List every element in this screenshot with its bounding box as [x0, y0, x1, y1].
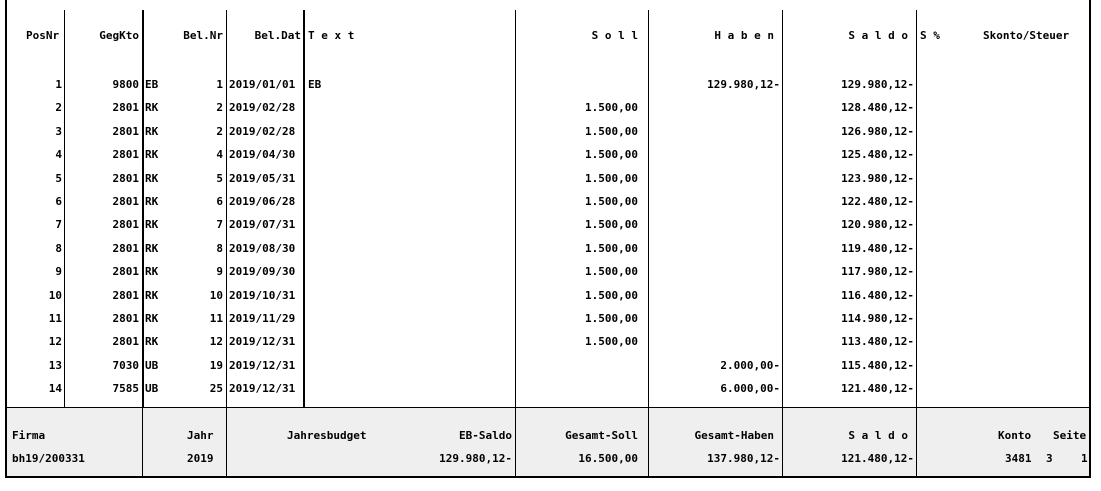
cell-code: EB: [145, 78, 159, 91]
cell-posnr: 2: [55, 101, 62, 115]
cell-posnr: 11: [48, 312, 62, 325]
cell-beldat: 2019/07/31: [229, 218, 296, 232]
cell-saldo: 119.480,12-: [841, 241, 914, 255]
cell-soll: 1.500,00: [585, 218, 638, 232]
cell-beldat: 2019/06/28: [229, 195, 296, 208]
cell-soll: 1.500,00: [585, 148, 638, 162]
cell-beldat: 2019/12/31: [229, 358, 296, 372]
cell-soll: 1.500,00: [585, 241, 638, 255]
cell-belnr: 8: [216, 241, 223, 255]
cell-code: RK: [145, 218, 159, 232]
cell-posnr: 14: [48, 382, 62, 396]
cell-posnr: 13: [48, 358, 62, 372]
footer-seite-value: 1: [1081, 452, 1088, 465]
cell-text: EB: [308, 78, 322, 91]
cell-saldo: 123.980,12-: [841, 171, 914, 185]
footer-firma-label: Firma: [12, 429, 46, 442]
cell-belnr: 9: [216, 265, 223, 279]
cell-saldo: 113.480,12-: [841, 335, 914, 349]
footer-haben-value: 137.980,12-: [707, 452, 780, 465]
cell-code: RK: [145, 265, 159, 279]
cell-gegkto: 2801: [112, 335, 139, 349]
cell-belnr: 5: [216, 171, 223, 185]
footer-jahr-label: Jahr: [187, 429, 214, 442]
cell-saldo: 115.480,12-: [841, 358, 914, 372]
cell-gegkto: 2801: [112, 312, 139, 325]
footer-haben-label: Gesamt-Haben: [694, 429, 774, 442]
cell-posnr: 3: [55, 124, 62, 138]
cell-soll: 1.500,00: [585, 288, 638, 302]
cell-code: RK: [145, 171, 159, 185]
cell-code: RK: [145, 312, 159, 325]
header-skonto: Skonto/Steuer: [983, 29, 1070, 42]
cell-belnr: 19: [209, 358, 223, 372]
footer-jahr-value: 2019: [187, 452, 214, 465]
footer-saldo-label: S a l d o: [848, 429, 908, 442]
cell-soll: 1.500,00: [585, 195, 638, 208]
cell-posnr: 9: [55, 265, 62, 279]
cell-beldat: 2019/05/31: [229, 171, 296, 185]
cell-code: RK: [145, 288, 159, 302]
cell-posnr: 12: [48, 335, 62, 349]
cell-belnr: 4: [216, 148, 223, 162]
cell-beldat: 2019/10/31: [229, 288, 296, 302]
cell-code: RK: [145, 241, 159, 255]
cell-posnr: 5: [55, 171, 62, 185]
cell-gegkto: 9800: [112, 78, 139, 91]
cell-beldat: 2019/12/31: [229, 382, 296, 396]
cell-beldat: 2019/11/29: [229, 312, 296, 325]
cell-haben: 129.980,12-: [707, 78, 780, 91]
cell-saldo: 128.480,12-: [841, 101, 914, 115]
header-saldo: S a l d o: [848, 29, 908, 42]
cell-gegkto: 7585: [112, 382, 139, 396]
cell-belnr: 11: [209, 312, 223, 325]
cell-posnr: 6: [55, 195, 62, 208]
footer-eb-label: EB-Saldo: [459, 429, 512, 442]
footer-sep-6: [916, 408, 917, 476]
cell-saldo: 116.480,12-: [841, 288, 914, 302]
cell-code: RK: [145, 101, 159, 115]
cell-saldo: 129.980,12-: [841, 78, 914, 91]
cell-posnr: 1: [55, 78, 62, 91]
cell-saldo: 122.480,12-: [841, 195, 914, 208]
cell-posnr: 10: [48, 288, 62, 302]
cell-beldat: 2019/09/30: [229, 265, 296, 279]
header-haben: H a b e n: [714, 29, 774, 42]
cell-belnr: 12: [209, 335, 223, 349]
cell-beldat: 2019/08/30: [229, 241, 296, 255]
footer-soll-value: 16.500,00: [578, 452, 638, 465]
footer-sep-3: [515, 408, 516, 476]
cell-haben: 2.000,00-: [720, 358, 780, 372]
cell-code: UB: [145, 358, 159, 372]
cell-beldat: 2019/01/01: [229, 78, 296, 91]
cell-belnr: 2: [216, 124, 223, 138]
footer-konto-value: 3481: [1005, 452, 1032, 465]
cell-gegkto: 2801: [112, 265, 139, 279]
cell-beldat: 2019/04/30: [229, 148, 296, 162]
cell-soll: 1.500,00: [585, 335, 638, 349]
header-belnr: Bel.Nr: [183, 29, 223, 42]
sep-posnr: [64, 10, 65, 408]
cell-belnr: 10: [209, 288, 223, 302]
cell-saldo: 117.980,12-: [841, 265, 914, 279]
header-text: T e x t: [308, 29, 355, 42]
cell-posnr: 7: [55, 218, 62, 232]
footer-sep-1: [142, 408, 143, 476]
footer-sep-2: [226, 408, 227, 476]
footer-saldo-value: 121.480,12-: [841, 452, 914, 465]
cell-beldat: 2019/02/28: [229, 124, 296, 138]
footer-budget-label: Jahresbudget: [287, 429, 367, 442]
header-gegkto: GegKto: [99, 29, 139, 42]
cell-gegkto: 7030: [112, 358, 139, 372]
cell-gegkto: 2801: [112, 171, 139, 185]
cell-code: RK: [145, 148, 159, 162]
cell-gegkto: 2801: [112, 218, 139, 232]
cell-saldo: 121.480,12-: [841, 382, 914, 396]
cell-soll: 1.500,00: [585, 312, 638, 325]
cell-belnr: 25: [209, 382, 223, 396]
sep-beldat: [303, 10, 305, 408]
cell-gegkto: 2801: [112, 124, 139, 138]
header-s-pct: S %: [920, 29, 940, 42]
cell-gegkto: 2801: [112, 195, 139, 208]
header-beldat: Bel.Dat: [254, 29, 301, 42]
footer-sep-5: [782, 408, 783, 476]
cell-belnr: 7: [216, 218, 223, 232]
cell-beldat: 2019/02/28: [229, 101, 296, 115]
cell-code: RK: [145, 124, 159, 138]
cell-belnr: 1: [216, 78, 223, 91]
footer-soll-label: Gesamt-Soll: [565, 429, 638, 442]
cell-soll: 1.500,00: [585, 171, 638, 185]
footer-sep-4: [648, 408, 649, 476]
cell-gegkto: 2801: [112, 241, 139, 255]
cell-code: RK: [145, 335, 159, 349]
cell-beldat: 2019/12/31: [229, 335, 296, 349]
cell-posnr: 4: [55, 148, 62, 162]
cell-saldo: 125.480,12-: [841, 148, 914, 162]
cell-gegkto: 2801: [112, 101, 139, 115]
cell-haben: 6.000,00-: [720, 382, 780, 396]
cell-posnr: 8: [55, 241, 62, 255]
cell-gegkto: 2801: [112, 148, 139, 162]
footer-konto-label: Konto: [998, 429, 1032, 442]
header-soll: S o l l: [591, 29, 638, 42]
cell-saldo: 114.980,12-: [841, 312, 914, 325]
cell-gegkto: 2801: [112, 288, 139, 302]
footer-konto-sub: 3: [1046, 452, 1053, 465]
cell-soll: 1.500,00: [585, 124, 638, 138]
cell-soll: 1.500,00: [585, 101, 638, 115]
footer-seite-label: Seite: [1053, 429, 1087, 442]
cell-saldo: 126.980,12-: [841, 124, 914, 138]
footer-firma-value: bh19/200331: [12, 452, 85, 465]
cell-code: UB: [145, 382, 159, 396]
cell-code: RK: [145, 195, 159, 208]
cell-belnr: 6: [216, 195, 223, 208]
cell-saldo: 120.980,12-: [841, 218, 914, 232]
header-posnr: PosNr: [26, 29, 60, 42]
footer-separator: [7, 407, 1089, 408]
footer-eb-value: 129.980,12-: [439, 452, 512, 465]
cell-soll: 1.500,00: [585, 265, 638, 279]
cell-belnr: 2: [216, 101, 223, 115]
